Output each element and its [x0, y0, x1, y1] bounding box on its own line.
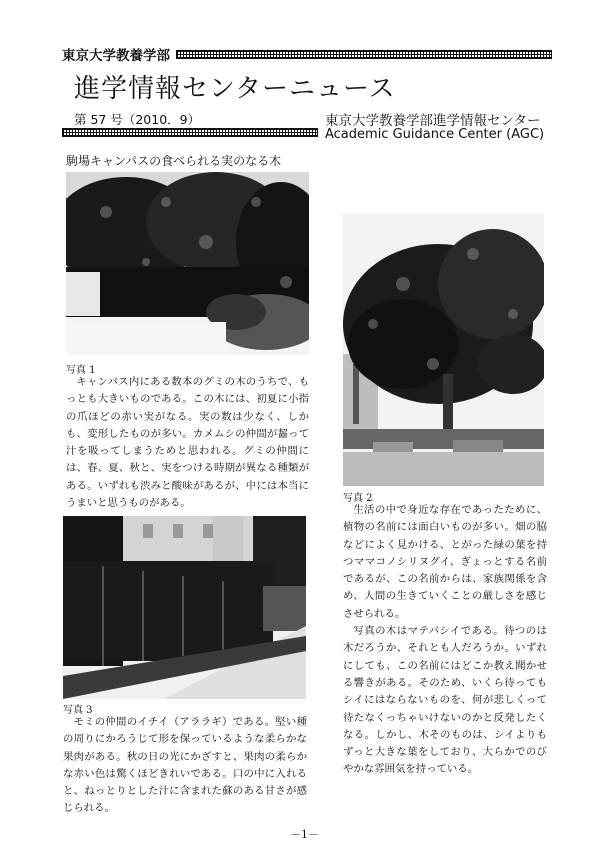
photo-2-text [343, 502, 547, 779]
page-number: －1－ [290, 828, 319, 841]
photo-3-caption: 写真 3 [63, 705, 93, 716]
photo-2-mateba-shii [343, 214, 544, 486]
photo-2-paragraph-2: 写真の木はマテバシイである。待つのは木だろうか、それとも人だろうか。いずれにしても、この名前にはどこか教え聞かせる響きがある。そのため、いくら待ってもシイにはならないものを、何が悲しくって待たなくっちゃいけないのかと反発したくなる。しかし、木そのものは、シイよりもずっと大きな葉をしており、大らかでのびやかな雰囲気を持っている。 [343, 625, 547, 776]
newsletter-title: 進学情報センターニュース [74, 74, 396, 104]
issue-number: 第 57 号（2010．9） [74, 112, 201, 127]
photo-1-gumi-tree [66, 172, 309, 355]
photo-2-caption: 写真 2 [343, 493, 373, 504]
department-name: 東京大学教養学部 [62, 48, 170, 64]
photo-1-caption: 写真 1 [66, 365, 96, 376]
photo-3-text [63, 714, 307, 818]
photo-1-paragraph: キャンパス内にある数本のグミの木のうちで、もっとも大きいものである。この木には、初夏に小指の爪ほどの赤い実がなる。実の数は少なく、しかも、変形したものが多い。カメムシの仲間が齧って汁を吸ってしまうためと思われる。グミの仲間には、春、夏、秋と、実をつける時期が異なる種類がある。いずれも渋みと酸味があるが、中には本当にうまいと思うものがある。 [66, 376, 309, 510]
photo-2-paragraph-1: 生活の中で身近な存在であったために、植物の名前には面白いものが多い。畑の脇などによく見かける、とがった緑の葉を持つママコノシリヌグイ、ぎょっとする名前であるが、この名前からは、家族関係を含め、人間の生きていくことの厳しさを感じさせられる。 [343, 504, 547, 620]
decorative-band-lower [62, 128, 318, 137]
center-name-english: Academic Guidance Center (AGC) [325, 127, 545, 142]
article-title: 駒場キャンパスの食べられる実のなる木 [66, 154, 282, 168]
photo-1-text [66, 374, 309, 512]
header-top-row [62, 44, 552, 64]
decorative-band [176, 50, 552, 59]
photo-3-ichii-hedge [63, 516, 306, 699]
photo-3-paragraph: モミの仲間のイチイ（アララギ）である。堅い種の周りにかろうじて形を保っているような柔らかな果肉がある。秋の日の光にかざすと、果肉の柔らかな赤い色は驚くほどきれいである。口の中に入れると、ねっとりとした汁に含まれた蘇のある甘さが感じられる。 [63, 716, 307, 815]
center-name-japanese: 東京大学教養学部進学情報センター [325, 113, 541, 129]
